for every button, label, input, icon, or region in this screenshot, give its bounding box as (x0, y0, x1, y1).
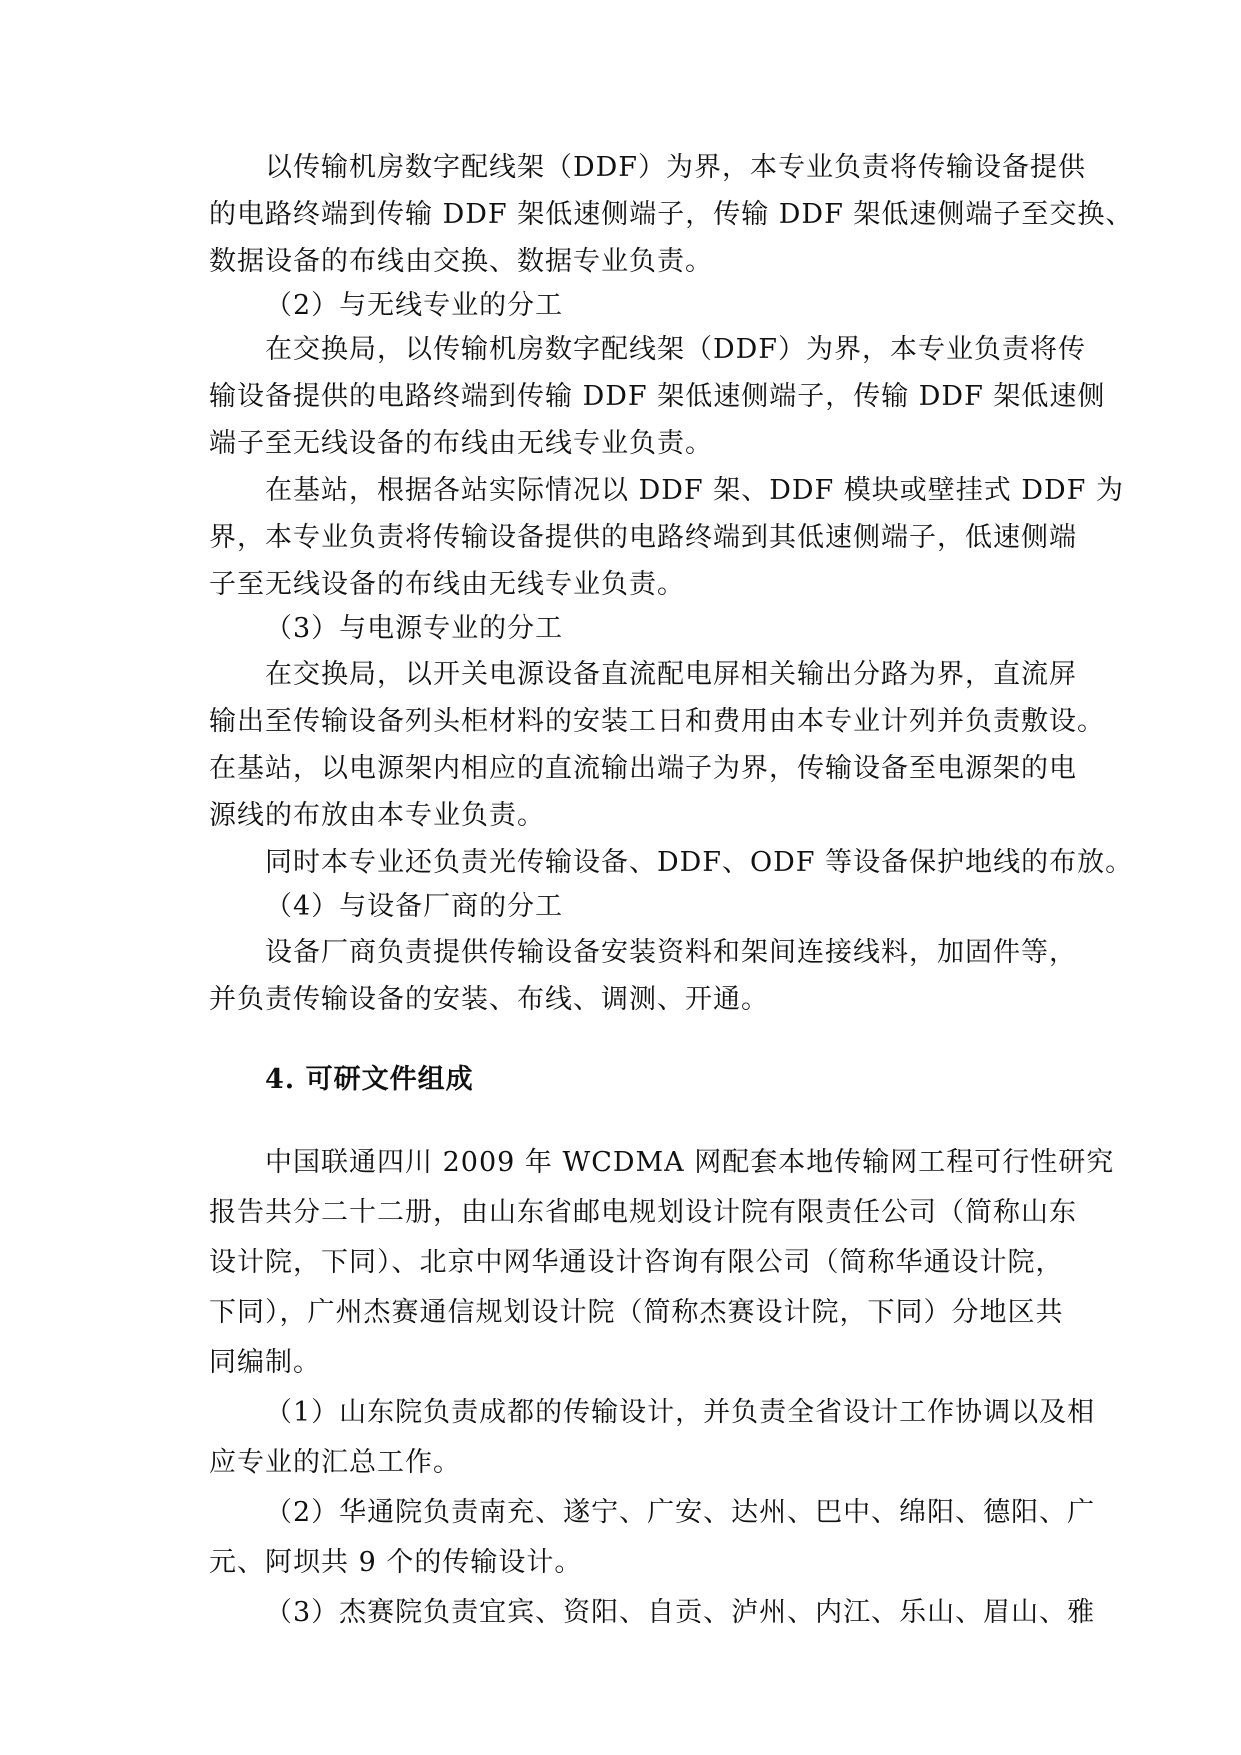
paragraph-line: 输出至传输设备列头柜材料的安装工日和费用由本专业计列并负责敷设。 (209, 706, 1105, 737)
paragraph-line: 设备厂商负责提供传输设备安装资料和架间连接线料，加固件等， (265, 937, 1077, 968)
paragraph-line: 在交换局，以开关电源设备直流配电屏相关输出分路为界，直流屏 (265, 659, 1077, 690)
paragraph-line: 以传输机房数字配线架（DDF）为界，本专业负责将传输设备提供 (265, 152, 1087, 183)
paragraph-line: 数据设备的布线由交换、数据专业负责。 (209, 246, 713, 277)
paragraph-line: 元、阿坝共 9 个的传输设计。 (209, 1547, 583, 1578)
paragraph-line: 在基站，以电源架内相应的直流输出端子为界，传输设备至电源架的电 (209, 753, 1077, 784)
section-heading: 4. 可研文件组成 (265, 1064, 474, 1095)
paragraph-line: 同编制。 (209, 1347, 321, 1378)
paragraph-line: 在基站，根据各站实际情况以 DDF 架、DDF 模块或壁挂式 DDF 为 (265, 475, 1124, 506)
paragraph-line: 同时本专业还负责光传输设备、DDF、ODF 等设备保护地线的布放。 (265, 847, 1134, 878)
paragraph-line: （1）山东院负责成都的传输设计，并负责全省设计工作协调以及相 (265, 1397, 1096, 1428)
paragraph-line: 设计院，下同）、北京中网华通设计咨询有限公司（简称华通设计院， (209, 1247, 1064, 1278)
paragraph-line: 界，本专业负责将传输设备提供的电路终端到其低速侧端子，低速侧端 (209, 522, 1077, 553)
paragraph-line: 子至无线设备的布线由无线专业负责。 (209, 569, 685, 600)
paragraph-line: 在交换局，以传输机房数字配线架（DDF）为界，本专业负责将传 (265, 334, 1087, 365)
paragraph-line: （3）杰赛院负责宜宾、资阳、自贡、泸州、内江、乐山、眉山、雅 (265, 1597, 1096, 1628)
paragraph-line: （2）华通院负责南充、遂宁、广安、达州、巴中、绵阳、德阳、广 (265, 1497, 1096, 1528)
paragraph-line: 应专业的汇总工作。 (209, 1447, 461, 1478)
section-title: （3）与电源专业的分工 (265, 613, 564, 644)
paragraph-line: 下同），广州杰赛通信规划设计院（简称杰赛设计院，下同）分地区共 (209, 1297, 1064, 1328)
paragraph-line: 的电路终端到传输 DDF 架低速侧端子，传输 DDF 架低速侧端子至交换、 (209, 199, 1134, 230)
paragraph-line: 报告共分二十二册，由山东省邮电规划设计院有限责任公司（简称山东 (209, 1197, 1077, 1228)
paragraph-line: 端子至无线设备的布线由无线专业负责。 (209, 428, 713, 459)
paragraph-line: 输设备提供的电路终端到传输 DDF 架低速侧端子，传输 DDF 架低速侧 (209, 381, 1106, 412)
paragraph-line: 源线的布放由本专业负责。 (209, 800, 545, 831)
section-title: （2）与无线专业的分工 (265, 290, 564, 321)
paragraph-line: 并负责传输设备的安装、布线、调测、开通。 (209, 984, 769, 1015)
paragraph-line: 中国联通四川 2009 年 WCDMA 网配套本地传输网工程可行性研究 (265, 1147, 1115, 1178)
section-title: （4）与设备厂商的分工 (265, 891, 564, 922)
